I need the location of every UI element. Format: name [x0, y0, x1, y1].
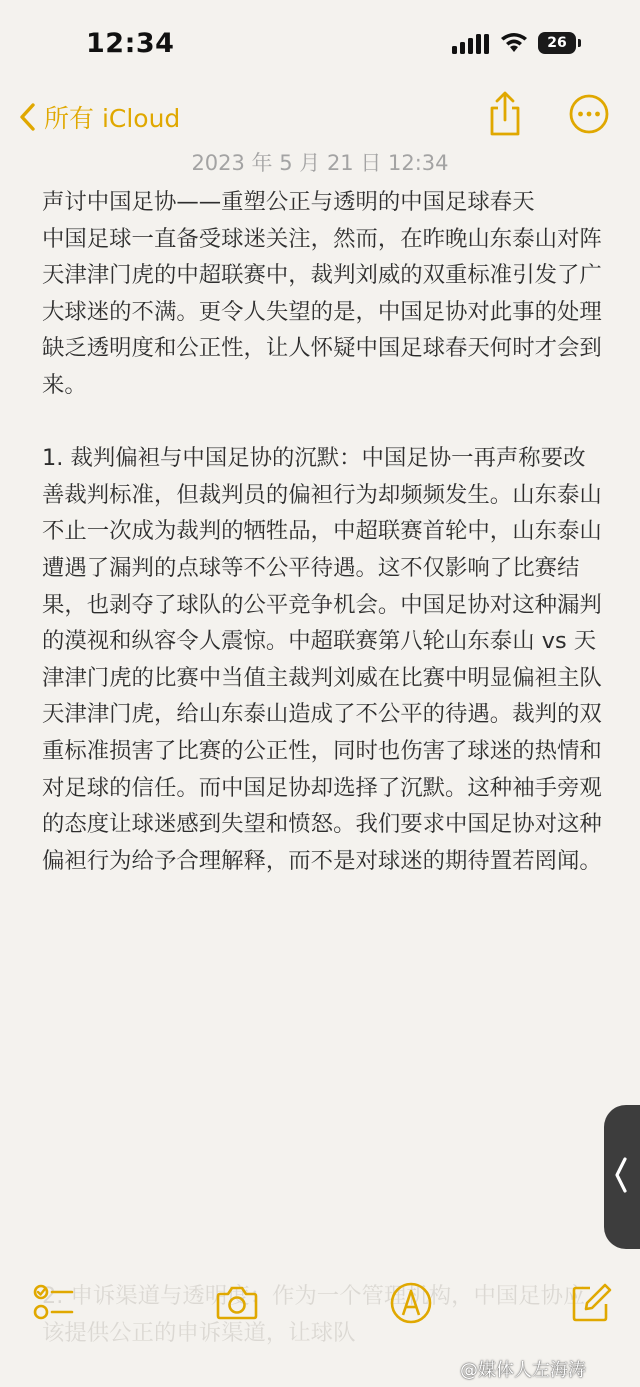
watermark: @媒体人左海涛 [460, 1360, 586, 1381]
note-blank-line [42, 404, 602, 441]
note-faded-text: 2. 申诉渠道与透明度：作为一个管理机构，中国足协应该提供公正的申诉渠道，让球队 [42, 1283, 586, 1346]
status-bar [0, 0, 640, 90]
side-panel-handle[interactable] [604, 1105, 640, 1249]
checklist-icon[interactable] [30, 1280, 76, 1326]
note-date: 2023 年 5 月 21 日 12:34 [191, 151, 449, 175]
wifi-icon [500, 32, 528, 54]
battery-icon [538, 32, 582, 54]
chevron-left-icon [18, 102, 36, 132]
bottom-toolbar [0, 1276, 640, 1336]
signal-icon [452, 34, 492, 54]
battery-level: 26 [538, 32, 576, 54]
nav-bar [0, 86, 640, 146]
note-paragraph: 中国足球一直备受球迷关注，然而，在昨晚山东泰山对阵天津津门虎的中超联赛中，裁判刘威的双重标准引发了广大球迷的不满。更令人失望的是，中国足协对此事的处理缺乏透明度和公正性，让人怀疑中国足球春天何时才会到来。 [42, 225, 602, 398]
back-button[interactable] [18, 94, 180, 140]
markup-icon[interactable] [388, 1280, 434, 1326]
note-body[interactable] [42, 184, 602, 879]
compose-icon[interactable] [568, 1280, 614, 1326]
battery-tip [578, 39, 581, 47]
camera-icon[interactable] [214, 1280, 260, 1326]
more-icon[interactable] [568, 93, 610, 135]
note-title: 声讨中国足协——重塑公正与透明的中国足球春天 [42, 189, 535, 215]
back-label: 所有 iCloud [44, 104, 181, 133]
share-icon[interactable] [484, 90, 526, 138]
note-paragraph: 1. 裁判偏袒与中国足协的沉默：中国足协一再声称要改善裁判标准，但裁判员的偏袒行为却频频发生。山东泰山不止一次成为裁判的牺牲品，中超联赛首轮中，山东泰山遭遇了漏判的点球等不公平待遇。这不仅影响了比赛结果，也剥夺了球队的公平竞争机会。中国足协对这种漏判的漠视和纵容令人震惊。中超联赛第八轮山东泰山 vs 天津津门虎的比赛中当值主裁判刘威在比赛中明显偏袒主队天津津门虎，给山东泰山造成了不公平的待遇。裁判的双重标准损害了比赛的公正性，同时也伤害了球迷的热情和对足球的信任。而中国足协却选择了沉默。这种袖手旁观的态度让球迷感到失望和愤怒。我们要求中国足协对这种偏袒行为给予合理解释，而不是对球迷的期待置若罔闻。 [42, 445, 602, 874]
chevron-left-icon [614, 1155, 628, 1195]
status-time: 12:34 [86, 28, 175, 59]
